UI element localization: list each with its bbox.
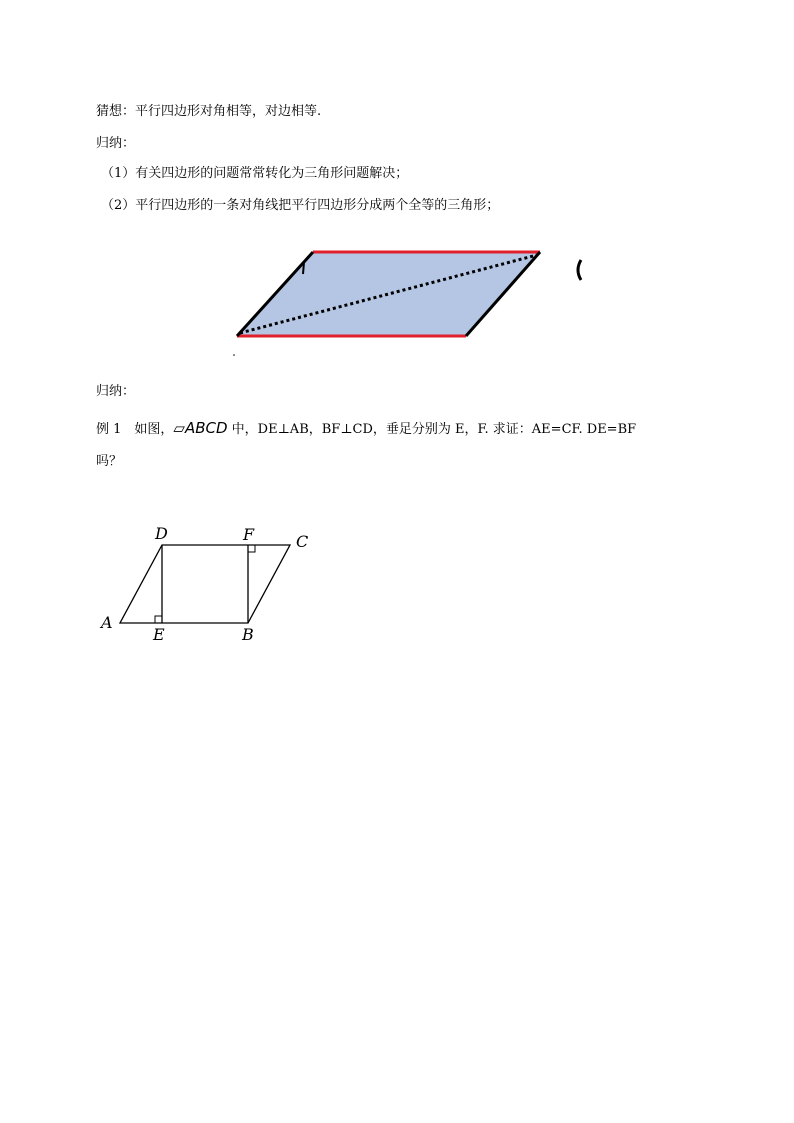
right-paren-mark bbox=[578, 260, 581, 280]
label-a: A bbox=[101, 613, 113, 632]
right-angle-mark-f bbox=[248, 545, 255, 552]
label-c: C bbox=[296, 532, 309, 551]
parallelogram-diagonal-figure bbox=[0, 0, 794, 380]
conjecture-text: 猜想：平行四边形对角相等，对边相等. bbox=[96, 104, 322, 119]
example-1-paragraph bbox=[96, 412, 706, 478]
label-f: F bbox=[243, 525, 255, 544]
summary-label-2: 归纳： bbox=[96, 384, 136, 399]
parallelogram-abcd-figure bbox=[0, 510, 794, 660]
right-angle-mark-e bbox=[155, 616, 162, 623]
label-e: E bbox=[153, 625, 165, 644]
summary-label-1: 归纳： bbox=[96, 136, 136, 151]
example-1-prefix: 例 1 如图， bbox=[96, 422, 174, 437]
example-1-text: 中，DE⊥AB，BF⊥CD，垂足分别为 E，F. 求证：AE=CF. DE=BF bbox=[227, 422, 637, 437]
small-dot bbox=[233, 354, 235, 356]
left-tick-mark bbox=[303, 262, 304, 274]
point-2-text: （2）平行四边形的一条对角线把平行四边形分成两个全等的三角形； bbox=[101, 198, 500, 213]
label-d: D bbox=[155, 524, 168, 543]
example-1-continuation: 吗？ bbox=[96, 454, 123, 469]
label-b: B bbox=[242, 625, 254, 644]
parallelogram-abcd bbox=[120, 545, 290, 623]
parallelogram-symbol: ▱ABCD bbox=[173, 419, 228, 437]
point-1-text: （1）有关四边形的问题常常转化为三角形问题解决； bbox=[101, 166, 409, 181]
